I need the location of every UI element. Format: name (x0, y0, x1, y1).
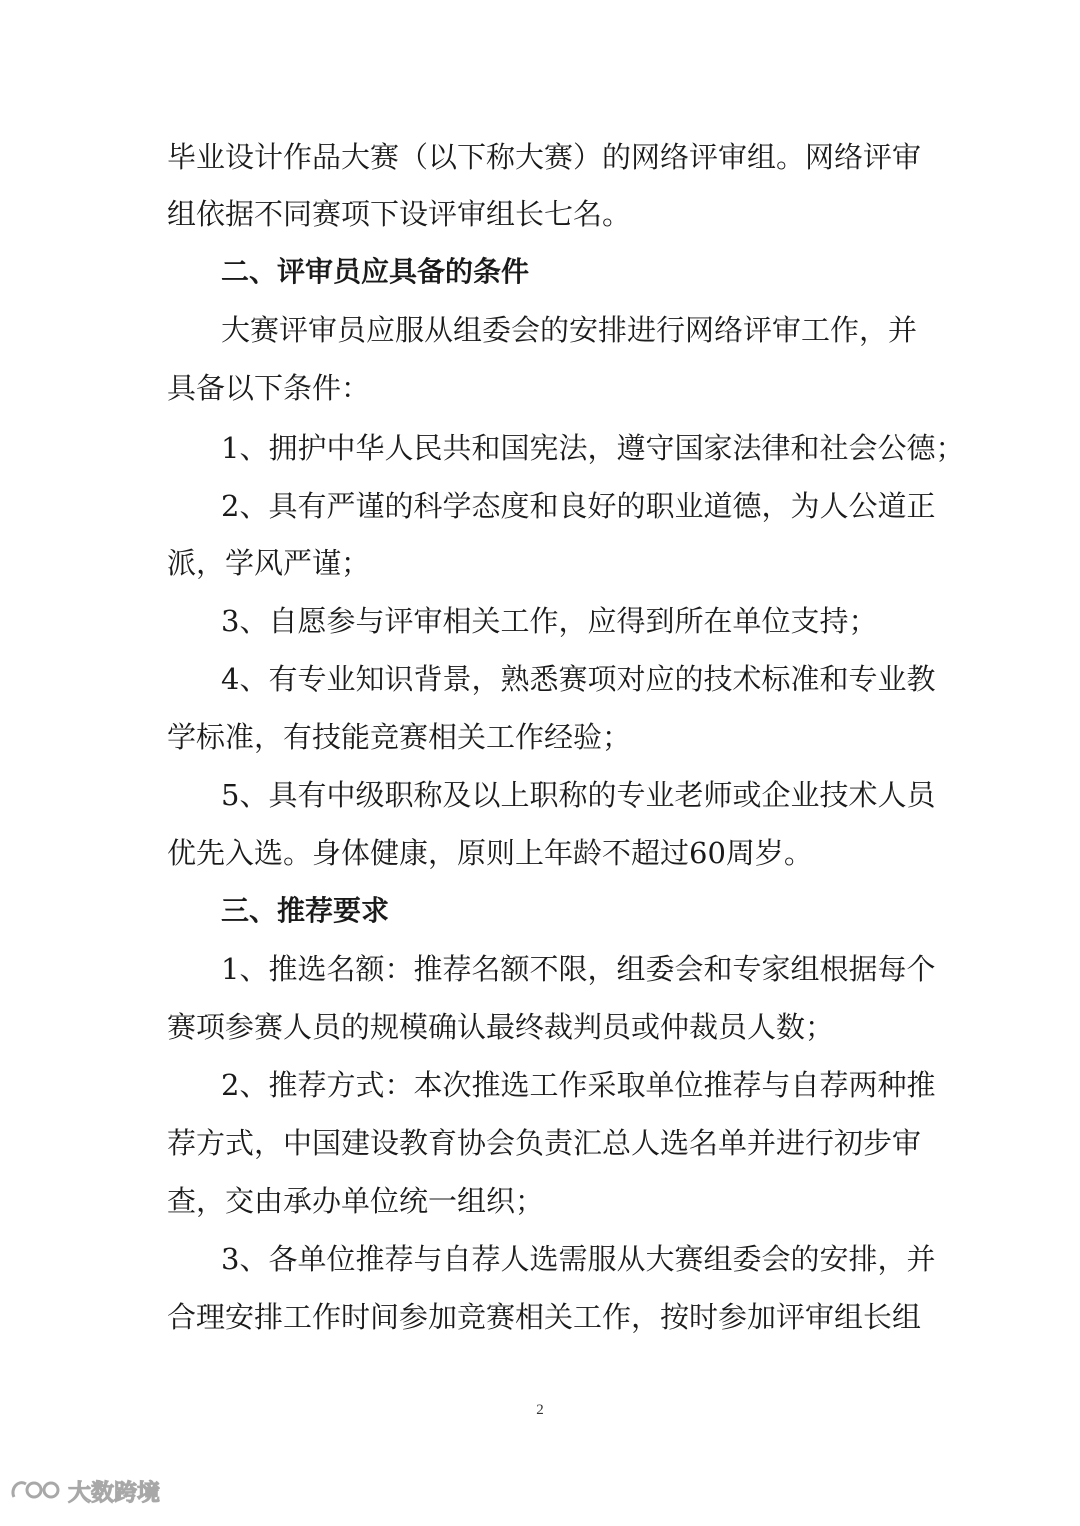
body-line: 具备以下条件： (167, 371, 371, 405)
body-line: 毕业设计作品大赛（以下称大赛）的网络评审组。网络评审 (167, 140, 922, 174)
list-item: 1、推选名额：推荐名额不限，组委会和专家组根据每个 (221, 952, 936, 986)
body-line: 合理安排工作时间参加竞赛相关工作，按时参加评审组长组 (167, 1300, 922, 1334)
list-item: 4、有专业知识背景，熟悉赛项对应的技术标准和专业教 (221, 662, 936, 696)
list-item: 3、各单位推荐与自荐人选需服从大赛组委会的安排，并 (221, 1242, 936, 1276)
section-heading: 三、推荐要求 (221, 894, 390, 927)
watermark-logo-icon (8, 1475, 64, 1505)
list-item: 5、具有中级职称及以上职称的专业老师或企业技术人员 (221, 778, 936, 812)
list-item: 3、自愿参与评审相关工作，应得到所在单位支持； (221, 604, 878, 638)
list-item: 2、具有严谨的科学态度和良好的职业道德，为人公道正 (221, 489, 936, 523)
body-line: 查，交由承办单位统一组织； (167, 1184, 545, 1218)
body-line: 大赛评审员应服从组委会的安排进行网络评审工作，并 (221, 313, 918, 347)
watermark (8, 1470, 160, 1510)
body-line: 赛项参赛人员的规模确认最终裁判员或仲裁员人数； (167, 1010, 835, 1044)
body-line: 荐方式，中国建设教育协会负责汇总人选名单并进行初步审 (167, 1126, 922, 1160)
page-number: 2 (536, 1402, 544, 1418)
watermark-text: 大数跨境 (68, 1479, 160, 1506)
body-line: 优先入选。身体健康，原则上年龄不超过60周岁。 (167, 836, 813, 870)
list-item: 2、推荐方式：本次推选工作采取单位推荐与自荐两种推 (221, 1068, 936, 1102)
body-line: 派，学风严谨； (167, 546, 371, 580)
section-heading: 二、评审员应具备的条件 (221, 255, 530, 288)
body-line: 组依据不同赛项下设评审组长七名。 (167, 197, 632, 231)
list-item: 1、拥护中华人民共和国宪法，遵守国家法律和社会公德； (221, 431, 965, 465)
body-line: 学标准，有技能竞赛相关工作经验； (167, 720, 632, 754)
